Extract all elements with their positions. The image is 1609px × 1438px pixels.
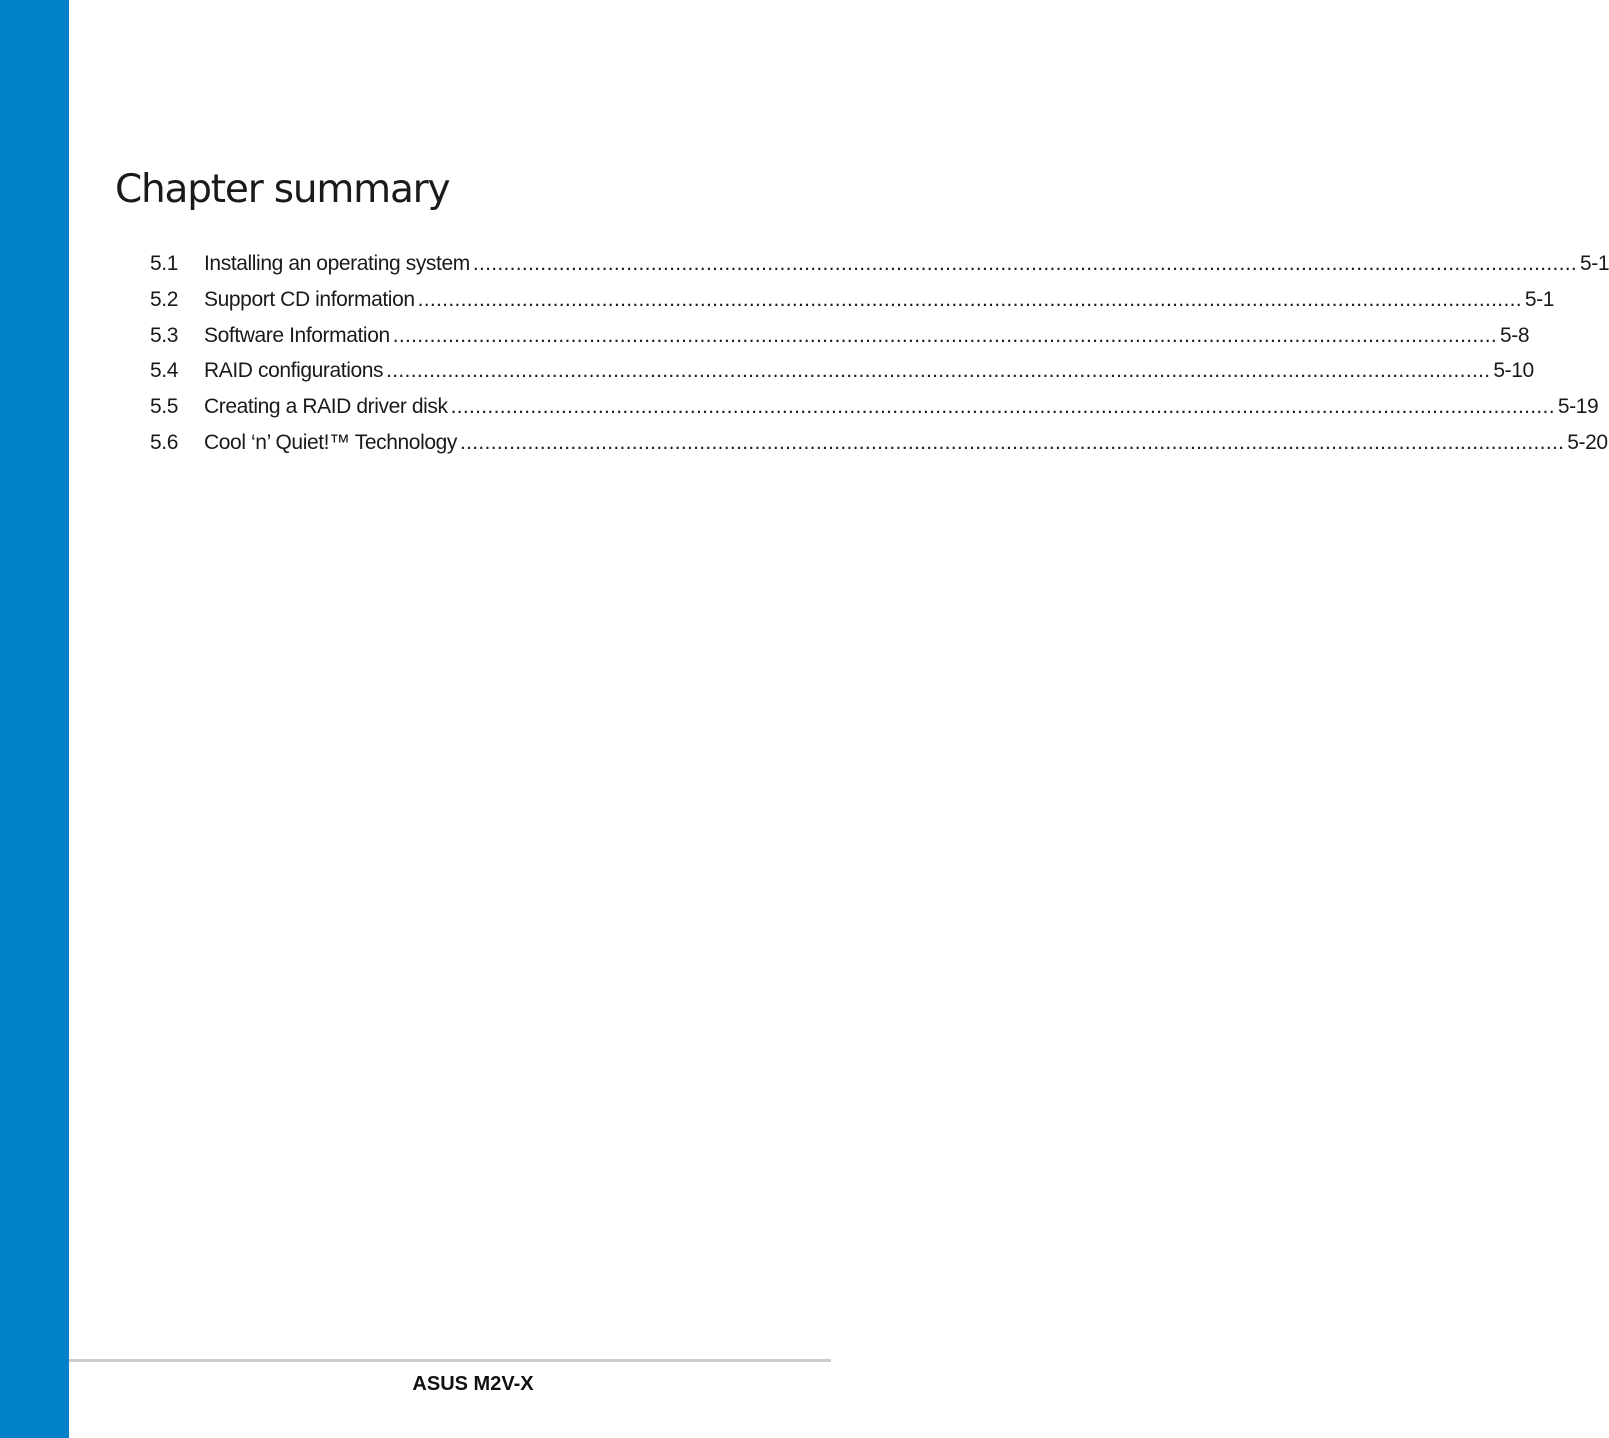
toc-entry-5-4[interactable] (150, 356, 1534, 392)
toc-dot-leader (473, 249, 1577, 279)
toc-entry-page: 5-10 (1493, 359, 1534, 383)
toc-dot-leader (386, 356, 1490, 386)
toc-entry-page: 5-8 (1499, 323, 1530, 347)
toc-entry-title: Cool ‘n’ Quiet!™ Technology (204, 430, 458, 454)
toc-entry-title: Support CD information (204, 287, 415, 311)
toc-entry-page: 5-1 (1524, 287, 1554, 311)
toc-entry-title: Creating a RAID driver disk (204, 395, 448, 419)
toc-entry-5-5[interactable] (150, 392, 1599, 428)
toc-dot-leader (393, 321, 1497, 351)
toc-dot-leader (460, 428, 1564, 458)
toc-entry-number: 5.5 (150, 395, 178, 419)
toc-entry-5-3[interactable] (150, 321, 1530, 357)
toc-entry-title: Software Information (204, 323, 390, 347)
footer-product-name: ASUS M2V-X (412, 1373, 534, 1395)
toc-entry-page: 5-20 (1567, 430, 1608, 454)
table-of-contents (150, 249, 1609, 464)
toc-entry-number: 5.4 (150, 359, 178, 383)
toc-entry-number: 5.3 (150, 323, 178, 347)
toc-entry-number: 5.2 (150, 287, 178, 311)
chapter-side-bar (0, 0, 69, 1438)
toc-entry-5-2[interactable] (150, 285, 1554, 321)
toc-entry-number: 5.1 (150, 252, 178, 275)
toc-dot-leader (418, 285, 1522, 315)
toc-entry-title: Installing an operating system (204, 252, 470, 275)
toc-entry-5-1[interactable] (150, 249, 1609, 285)
chapter-title: Chapter summary (115, 167, 450, 212)
toc-entry-page: 5-19 (1557, 395, 1599, 419)
footer-divider (69, 1359, 831, 1362)
toc-entry-number: 5.6 (150, 430, 178, 454)
toc-entry-title: RAID configurations (204, 359, 384, 383)
toc-entry-5-6[interactable] (150, 428, 1608, 464)
toc-dot-leader (451, 392, 1555, 422)
toc-entry-page: 5-1 (1580, 252, 1609, 275)
